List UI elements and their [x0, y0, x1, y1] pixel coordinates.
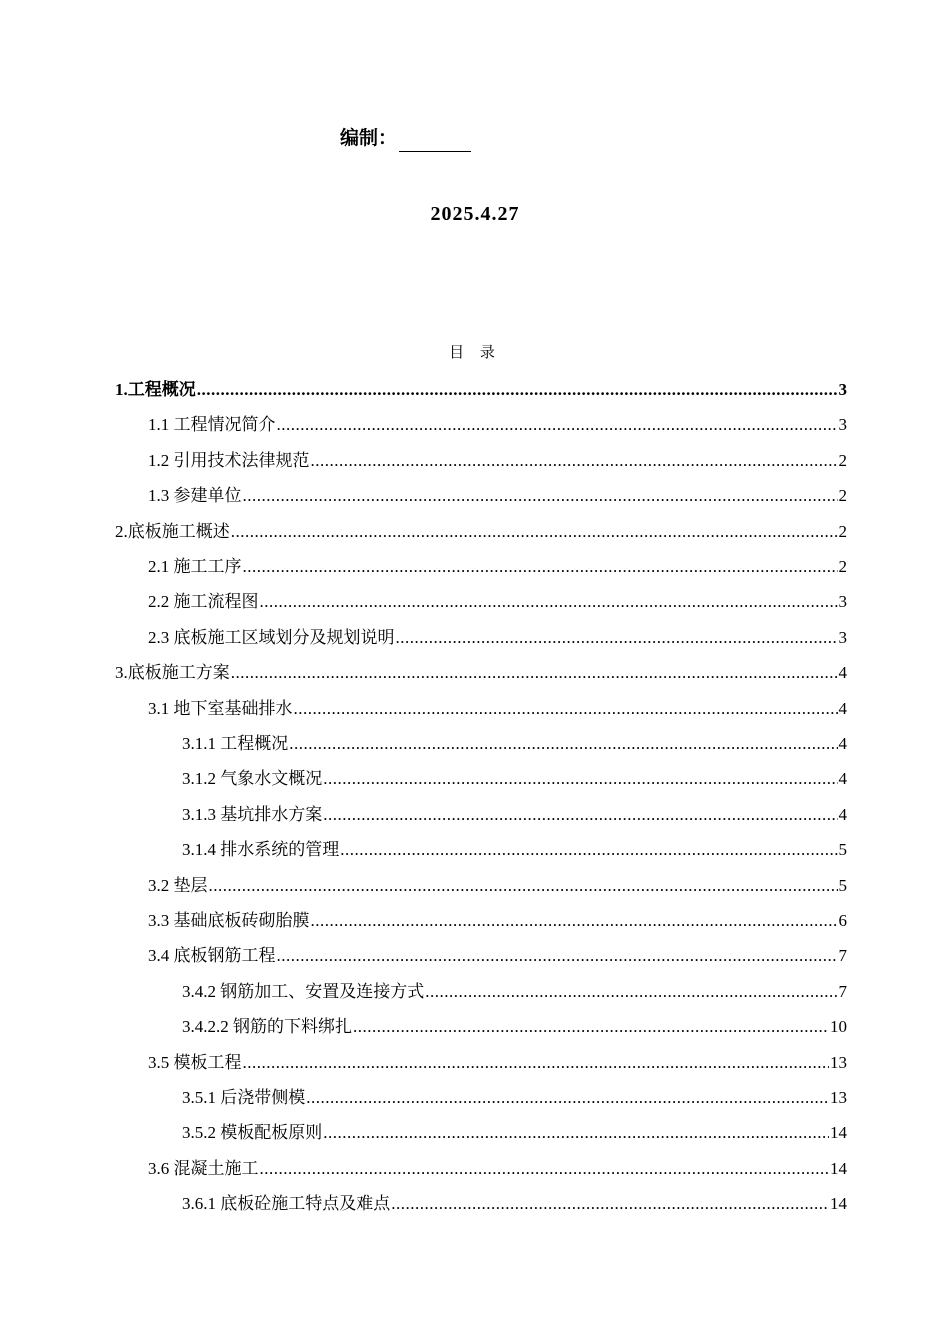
toc-entry[interactable]: [148, 692, 847, 720]
toc-entry-page: 14: [830, 1158, 847, 1178]
toc-dot-leader: [243, 1052, 830, 1074]
compiler-label: 编制：: [340, 127, 398, 149]
compiler-blank-field: [399, 131, 471, 152]
toc-entry-page: 13: [830, 1088, 847, 1107]
toc-entry[interactable]: [182, 1116, 847, 1144]
toc-entry-title: 1.2 引用技术法律规范: [148, 450, 310, 470]
toc-dot-leader: [323, 804, 837, 826]
toc-entry-title: 1.3 参建单位: [148, 486, 242, 506]
toc-dot-leader: [231, 521, 838, 543]
toc-dot-leader: [197, 379, 838, 401]
toc-entry-page: 7: [838, 946, 847, 966]
toc-entry-page: 2: [838, 450, 847, 470]
toc-entry-page: 10: [830, 1017, 847, 1037]
toc-dot-leader: [340, 839, 837, 861]
toc-entry[interactable]: [115, 515, 847, 543]
toc-entry[interactable]: [148, 621, 847, 649]
toc-dot-leader: [243, 485, 838, 507]
toc-entry-title: 3.4 底板钢筋工程: [148, 946, 276, 966]
toc-entry[interactable]: [148, 550, 847, 578]
toc-entry[interactable]: [148, 1152, 847, 1180]
toc-entry-title: 3.1.1 工程概况: [182, 734, 289, 753]
toc-entry-page: 14: [830, 1194, 847, 1214]
toc-dot-leader: [209, 875, 838, 897]
toc-dot-leader: [260, 1158, 830, 1180]
toc-entry-title: 3.1.2 气象水文概况: [182, 769, 323, 789]
toc-entry-title: 1.工程概况: [115, 380, 196, 399]
toc-entry-title: 3.3 基础底板砖砌胎膜: [148, 911, 310, 930]
toc-dot-leader: [277, 945, 838, 967]
toc-dot-leader: [231, 662, 838, 684]
toc-entry-page: 3: [838, 627, 847, 647]
toc-entry[interactable]: [182, 727, 847, 755]
toc-entry[interactable]: [182, 798, 847, 826]
toc-entry-page: 4: [838, 663, 847, 683]
toc-entry-title: 3.6 混凝土施工: [148, 1158, 259, 1178]
toc-dot-leader: [311, 450, 838, 472]
toc-entry[interactable]: [148, 939, 847, 967]
toc-entry[interactable]: [182, 1081, 847, 1109]
toc-entry-page: 7: [838, 981, 847, 1001]
toc-dot-leader: [277, 414, 838, 436]
toc-entry-page: 4: [838, 734, 847, 753]
toc-dot-leader: [311, 910, 838, 932]
toc-entry-page: 3: [838, 415, 847, 435]
toc-entry-page: 5: [838, 840, 847, 860]
toc-dot-leader: [323, 1122, 829, 1144]
toc-entry[interactable]: [148, 585, 847, 613]
toc-entry-page: 2: [838, 521, 847, 541]
toc-entry-page: 3: [838, 380, 847, 399]
toc-dot-leader: [323, 768, 837, 790]
toc-entry-title: 1.1 工程情况简介: [148, 415, 276, 435]
toc-entry[interactable]: [182, 1187, 847, 1215]
toc-entry[interactable]: [148, 1046, 847, 1074]
toc-dot-leader: [306, 1087, 829, 1109]
toc-entry-title: 3.1.4 排水系统的管理: [182, 840, 340, 860]
toc-entry[interactable]: [148, 869, 847, 897]
toc-entry-page: 5: [838, 875, 847, 895]
toc-title: 目 录: [449, 345, 501, 361]
toc-entry[interactable]: [182, 975, 847, 1003]
toc-entry-title: 3.1.3 基坑排水方案: [182, 804, 323, 824]
toc-entry-page: 3: [838, 592, 847, 612]
toc-entry[interactable]: [148, 408, 847, 436]
toc-entry-title: 2.1 施工工序: [148, 557, 242, 576]
toc-entry-page: 6: [838, 911, 847, 930]
toc-entry[interactable]: [182, 762, 847, 790]
toc-entry-title: 2.2 施工流程图: [148, 592, 259, 612]
toc-entry[interactable]: [182, 1010, 847, 1038]
toc-entry-page: 13: [830, 1052, 847, 1072]
toc-entry-title: 3.1 地下室基础排水: [148, 698, 293, 718]
toc-entry-page: 4: [838, 698, 847, 718]
toc-entry-title: 3.5 模板工程: [148, 1052, 242, 1072]
toc-entry-page: 4: [838, 769, 847, 789]
toc-entry-title: 3.底板施工方案: [115, 663, 230, 683]
toc-dot-leader: [289, 733, 837, 755]
toc-entry-title: 3.6.1 底板砼施工特点及难点: [182, 1194, 391, 1214]
toc-entry-page: 14: [830, 1123, 847, 1143]
toc-dot-leader: [260, 591, 838, 613]
toc-dot-leader: [425, 981, 837, 1003]
toc-dot-leader: [391, 1193, 829, 1215]
toc-entry-page: 2: [838, 486, 847, 506]
toc-entry[interactable]: [115, 373, 847, 401]
toc-dot-leader: [294, 698, 838, 720]
toc-entry[interactable]: [148, 479, 847, 507]
toc-dot-leader: [353, 1016, 829, 1038]
toc-entry-title: 2.3 底板施工区域划分及规划说明: [148, 627, 395, 647]
toc-entry-title: 2.底板施工概述: [115, 521, 230, 541]
toc-entry-page: 4: [838, 804, 847, 824]
toc-entry-title: 3.4.2.2 钢筋的下料绑扎: [182, 1017, 352, 1037]
toc-entry-title: 3.2 垫层: [148, 875, 208, 895]
toc-entry[interactable]: [148, 444, 847, 472]
toc-entry[interactable]: [148, 904, 847, 932]
toc-dot-leader: [396, 627, 838, 649]
toc-entry[interactable]: [182, 833, 847, 861]
toc-dot-leader: [243, 556, 838, 578]
toc-entry-page: 2: [838, 557, 847, 576]
toc-entry-title: 3.5.2 模板配板原则: [182, 1123, 323, 1143]
toc-entry-title: 3.4.2 钢筋加工、安置及连接方式: [182, 981, 425, 1001]
document-date: 2025.4.27: [430, 203, 520, 225]
compiler-line: [340, 124, 471, 152]
toc-entry-title: 3.5.1 后浇带侧模: [182, 1088, 306, 1107]
toc-entry[interactable]: [115, 656, 847, 684]
